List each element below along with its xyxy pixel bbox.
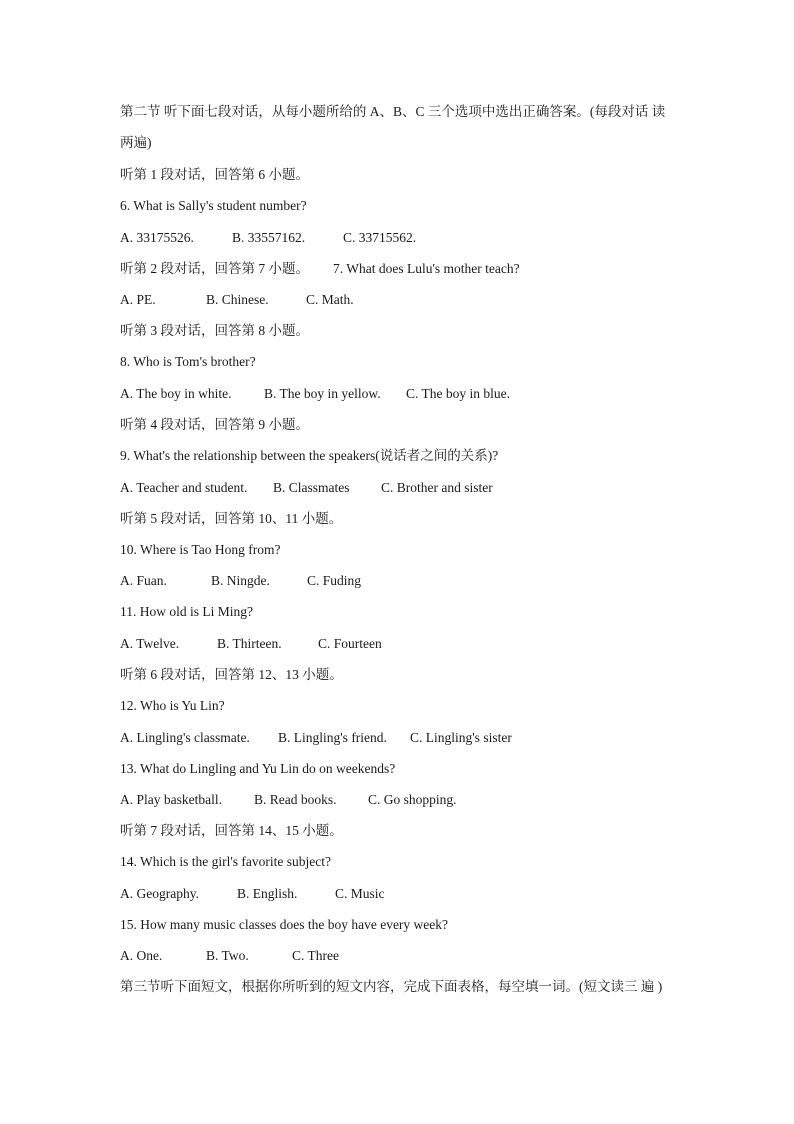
- question-7-options: [120, 291, 354, 309]
- question-12-options: [120, 729, 512, 747]
- question-8-options: [120, 385, 510, 403]
- dialogue-7-intro: 听第 7 段对话，回答第 14、15 小题。: [120, 823, 343, 838]
- option-b: B. Two.: [206, 948, 249, 963]
- question-10-options: [120, 572, 361, 590]
- option-b: B. 33557162.: [232, 230, 306, 245]
- question-12: 12. Who is Yu Lin?: [120, 698, 225, 713]
- option-c: C. Brother and sister: [381, 480, 493, 495]
- dialogue-5-intro: 听第 5 段对话，回答第 10、11 小题。: [120, 511, 343, 526]
- option-b: B. Chinese.: [206, 292, 269, 307]
- option-a: A. Lingling's classmate.: [120, 730, 250, 745]
- question-10: 10. Where is Tao Hong from?: [120, 542, 281, 557]
- dialogue-6-intro: 听第 6 段对话，回答第 12、13 小题。: [120, 667, 343, 682]
- option-b: B. Classmates: [273, 480, 350, 495]
- question-11-options: [120, 635, 382, 653]
- option-b: B. English.: [237, 886, 298, 901]
- question-14: 14. Which is the girl's favorite subject?: [120, 854, 332, 869]
- option-a: A. Twelve.: [120, 636, 180, 651]
- option-c: C. The boy in blue.: [406, 386, 510, 401]
- option-c: C. Fourteen: [318, 636, 382, 651]
- option-b: B. Ningde.: [211, 573, 270, 588]
- question-6-options: [120, 229, 416, 247]
- dialogue-1-intro: 听第 1 段对话，回答第 6 小题。: [120, 167, 309, 182]
- question-13-options: [120, 791, 457, 809]
- option-b: B. Thirteen.: [217, 636, 282, 651]
- option-a: A. Geography.: [120, 886, 199, 901]
- option-c: C. Lingling's sister: [410, 730, 512, 745]
- option-c: C. Math.: [306, 292, 354, 307]
- section2-header-line2: 两遍): [120, 135, 152, 150]
- option-c: C. Three: [292, 948, 339, 963]
- option-a: A. One.: [120, 948, 163, 963]
- option-b: B. Read books.: [254, 792, 337, 807]
- option-b: B. Lingling's friend.: [278, 730, 387, 745]
- question-8: 8. Who is Tom's brother?: [120, 354, 256, 369]
- option-a: A. The boy in white.: [120, 386, 232, 401]
- dialogue-4-intro: 听第 4 段对话，回答第 9 小题。: [120, 417, 309, 432]
- option-a: A. 33175526.: [120, 230, 194, 245]
- question-11: 11. How old is Li Ming?: [120, 604, 253, 619]
- section3-header: 第三节听下面短文，根据你所听到的短文内容，完成下面表格，每空填一词。(短文读三 遍 ): [120, 979, 663, 994]
- option-c: C. 33715562.: [343, 230, 417, 245]
- dialogue-3-intro: 听第 3 段对话，回答第 8 小题。: [120, 323, 309, 338]
- option-a: A. Teacher and student.: [120, 480, 248, 495]
- question-7: 7. What does Lulu's mother teach?: [333, 261, 520, 276]
- option-c: C. Go shopping.: [368, 792, 457, 807]
- option-a: A. Fuan.: [120, 573, 167, 588]
- question-9-options: [120, 479, 493, 497]
- question-9: 9. What's the relationship between the speakers(说话者之间的关系)?: [120, 448, 499, 463]
- question-15: 15. How many music classes does the boy have every week?: [120, 917, 449, 932]
- option-c: C. Music: [335, 886, 385, 901]
- dialogue-2-intro: 听第 2 段对话，回答第 7 小题。: [120, 261, 309, 276]
- option-a: A. Play basketball.: [120, 792, 222, 807]
- question-6: 6. What is Sally's student number?: [120, 198, 307, 213]
- option-b: B. The boy in yellow.: [264, 386, 381, 401]
- section2-header-line1: 第二节 听下面七段对话，从每小题所给的 A、B、C 三个选项中选出正确答案。(每段对话 读: [120, 104, 666, 119]
- option-c: C. Fuding: [307, 573, 362, 588]
- option-a: A. PE.: [120, 292, 156, 307]
- question-14-options: [120, 885, 385, 903]
- dialogue-2-intro-line: [120, 260, 520, 278]
- question-15-options: [120, 947, 339, 965]
- question-13: 13. What do Lingling and Yu Lin do on weekends?: [120, 761, 396, 776]
